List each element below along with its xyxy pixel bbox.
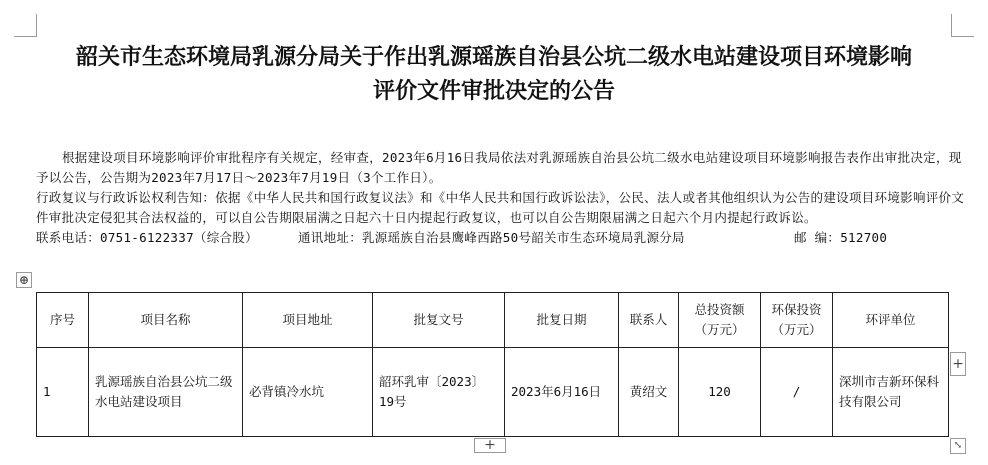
cell-approval-number[interactable]: 韶环乳审〔2023〕19号 (373, 348, 505, 437)
page-corner-mark-left (14, 14, 37, 37)
header-eia-unit: 环评单位 (833, 293, 949, 348)
header-seq: 序号 (37, 293, 89, 348)
title-line-2: 评价文件审批决定的公告 (372, 78, 615, 104)
header-total-investment: 总投资额（万元） (679, 293, 761, 348)
cell-contact[interactable]: 黄绍文 (619, 348, 679, 437)
contact-postcode: 邮 编：512700 (794, 230, 888, 245)
header-project-name: 项目名称 (89, 293, 243, 348)
cell-total-investment[interactable]: 120 (679, 348, 761, 437)
document-title (20, 40, 968, 108)
header-approval-date: 批复日期 (505, 293, 619, 348)
header-approval-number: 批复文号 (373, 293, 505, 348)
header-contact: 联系人 (619, 293, 679, 348)
contact-phone: 联系电话：0751-6122337（综合股） (36, 230, 258, 245)
announcement-paragraph: 根据建设项目环境影响评价审批程序有关规定，经审查，2023年6月16日我局依法对乳源瑶族自治县公坑二级水电站建设项目环境影响报告表作出审批决定，现予以公告，公告期为2023年7月17日～2023年7月19日（3个工作日）。 (36, 150, 962, 185)
table-row (37, 348, 949, 437)
cell-seq[interactable]: 1 (37, 348, 89, 437)
add-column-plus-icon[interactable]: + (950, 352, 966, 376)
cell-project-name[interactable]: 乳源瑶族自治县公坑二级水电站建设项目 (89, 348, 243, 437)
header-env-investment: 环保投资（万元） (761, 293, 833, 348)
contact-address: 通讯地址：乳源瑶族自治县鹰峰西路50号韶关市生态环境局乳源分局 (298, 230, 685, 245)
project-table (36, 292, 949, 437)
header-project-location: 项目地址 (243, 293, 373, 348)
title-line-1: 韶关市生态环境局乳源分局关于作出乳源瑶族自治县公坑二级水电站建设项目环境影响 (75, 44, 912, 70)
page-corner-mark-right (951, 14, 974, 37)
cell-eia-unit[interactable]: 深圳市吉新环保科技有限公司 (833, 348, 949, 437)
table-move-handle-icon[interactable]: ⊕ (16, 272, 32, 288)
cell-env-investment[interactable]: / (761, 348, 833, 437)
cell-project-location[interactable]: 必背镇冷水坑 (243, 348, 373, 437)
contact-info-row (36, 228, 968, 248)
document-body (36, 148, 968, 248)
cell-approval-date[interactable]: 2023年6月16日 (505, 348, 619, 437)
table-header-row (37, 293, 949, 348)
table-resize-handle-icon[interactable]: ⤡ (950, 438, 966, 454)
add-row-plus-icon[interactable]: + (474, 438, 506, 453)
rights-notice-paragraph: 行政复议与行政诉讼权利告知：依据《中华人民共和国行政复议法》和《中华人民共和国行政诉讼法》，公民、法人或者其他组织认为公告的建设项目环境影响评价文件审批决定侵犯其合法权益的，可以自公告期限届满之日起六十日内提起行政复议，也可以自公告期限届满之日起六个月内提起行政诉讼。 (36, 190, 965, 225)
